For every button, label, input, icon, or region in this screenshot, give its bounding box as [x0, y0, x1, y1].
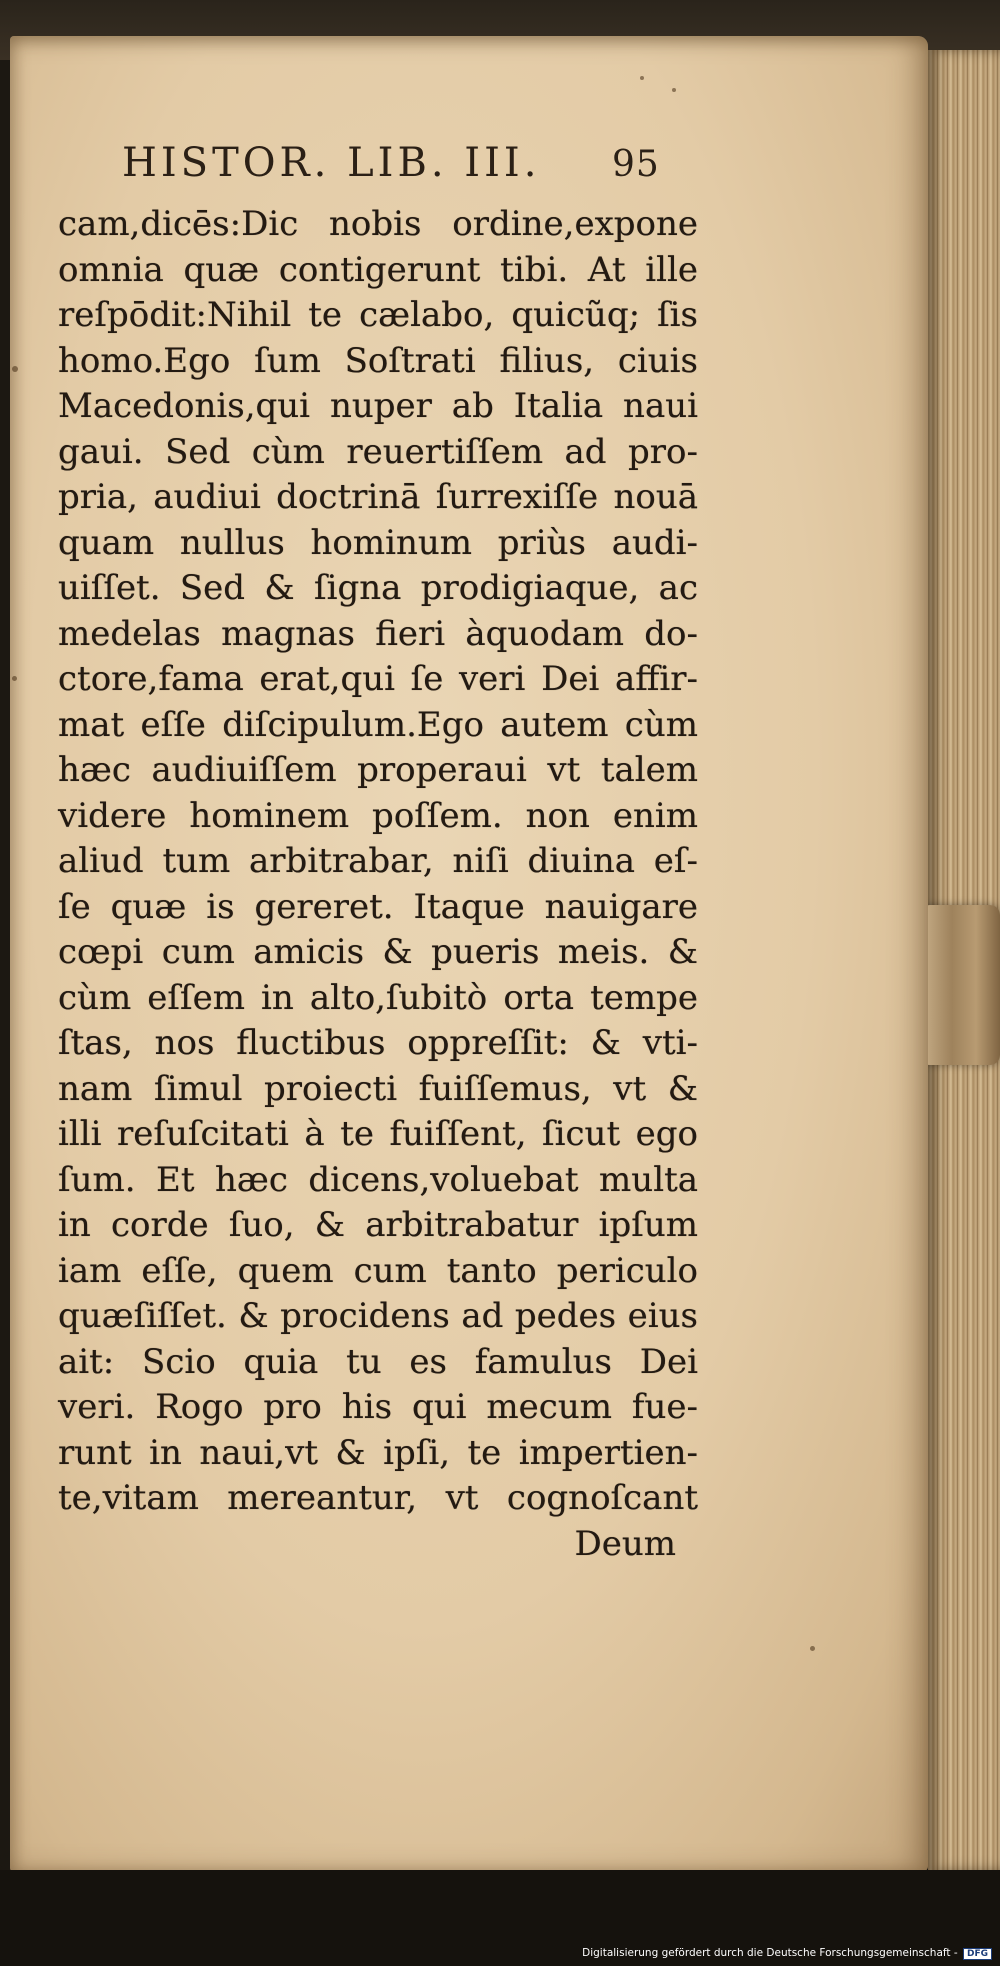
ink-spot [672, 88, 676, 92]
credit-text: Digitalisierung gefördert durch die Deutsche Forschungsgemeinschaft - [582, 1947, 958, 1959]
text-line: pria, audiui doctrinā ſurrexiſſe nouā [58, 477, 698, 517]
text-line: cam,dicēs:Dic nobis ordine,expone [58, 204, 698, 244]
text-line: videre hominem poſſem. non enim [58, 795, 698, 836]
ink-spot [12, 366, 18, 372]
text-line: mat eſſe diſcipulum.Ego autem cùm [58, 704, 698, 745]
text-line: runt in naui,vt & ipſi, te impertien- [58, 1432, 698, 1473]
text-line: cùm eſſem in alto,ſubitò orta tempe [58, 977, 698, 1018]
catchword: Deum [574, 1523, 676, 1564]
text-line: homo.Ego ſum Soſtrati filius, ciuis [58, 340, 698, 381]
text-line: veri. Rogo pro his qui mecum fue- [58, 1387, 698, 1427]
text-line: gaui. Sed cùm reuertiſſem ad pro- [58, 431, 698, 472]
text-line: uiſſet. Sed & ſigna prodigiaque, ac [58, 568, 698, 608]
text-line: aliud tum arbitrabar, niſi diuina eſ- [58, 841, 698, 881]
running-title: HISTOR. LIB. III. [122, 140, 541, 186]
text-line: ſtas, nos fluctibus oppreſſit: & vti- [58, 1023, 698, 1063]
page-number: 95 [612, 144, 660, 185]
text-line: illi reſuſcitati à te fuiſſent, ſicut ego [58, 1114, 698, 1154]
text-line: ctore,fama erat,qui ſe veri Dei affir- [58, 659, 698, 699]
text-line: quam nullus hominum priùs audi- [58, 522, 698, 563]
text-line: medelas magnas fieri àquodam do- [58, 613, 698, 654]
ink-spot [12, 676, 17, 681]
text-line: ſe quæ is gereret. Itaque nauigare [58, 886, 698, 927]
running-header [122, 140, 682, 200]
dfg-logo-icon: DFG [963, 1948, 992, 1960]
ink-spot [810, 1646, 815, 1651]
text-line: omnia quæ contigerunt tibi. At ille [58, 249, 698, 290]
book-binding-band [920, 905, 1000, 1065]
text-line: iam eſſe, quem cum tanto periculo [58, 1250, 698, 1291]
digitization-credit [582, 1947, 992, 1960]
text-line: cœpi cum amicis & pueris meis. & [58, 932, 698, 972]
text-line: nam ſimul proiecti fuiſſemus, vt & [58, 1068, 698, 1109]
text-line: ſum. Et hæc dicens,voluebat multa [58, 1159, 698, 1200]
text-line: quæſiſſet. & procidens ad pedes eius [58, 1296, 698, 1336]
ink-spot [640, 76, 644, 80]
text-line: te,vitam mereantur, vt cognoſcant [58, 1478, 698, 1518]
text-line: reſpōdit:Nihil te cælabo, quicũq; ſis [58, 295, 698, 335]
text-line: hæc audiuiſſem properaui vt talem [58, 750, 698, 790]
text-line: Macedonis,qui nuper ab Italia naui [58, 386, 698, 426]
text-line: ait: Scio quia tu es famulus Dei [58, 1341, 698, 1382]
body-text [58, 202, 698, 1567]
text-line: in corde ſuo, & arbitrabatur ipſum [58, 1205, 698, 1245]
